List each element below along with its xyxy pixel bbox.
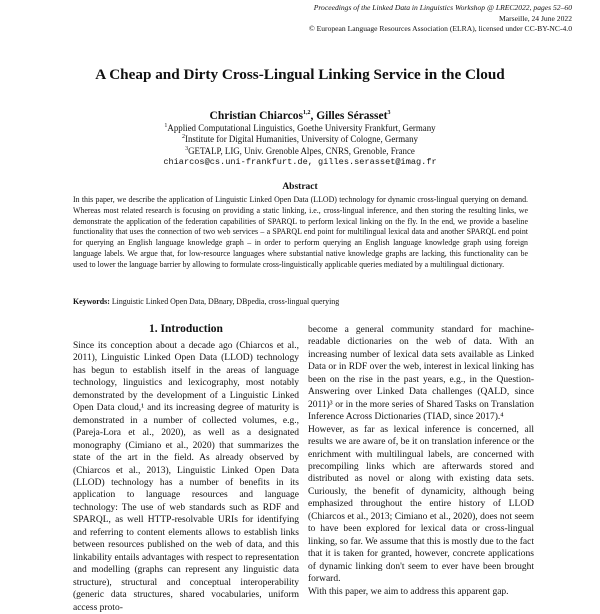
affiliation-sup: 2: [182, 134, 186, 141]
proceedings-line: Proceedings of the Linked Data in Linguistics Workshop @ LREC2022, pages 52–60: [313, 3, 572, 12]
affiliation-text: Institute for Digital Humanities, University of Cologne, Germany: [185, 134, 418, 145]
affiliation-sup: 3: [185, 145, 189, 152]
affiliation-line: [0, 123, 600, 134]
left-column: [73, 340, 299, 614]
author-name: Christian Chiarcos: [209, 110, 303, 122]
abstract-text: In this paper, we describe the application of Linguistic Linked Open Data (LLOD) technology for dynamic cross-lingual querying on demand. Whereas most related research is focusing on providing a static linking, i.e., cross-lingual inference, and then storing the resulting links, we demonstrate the application of the federation capabilities of SPARQL to perform lexical linking on the fly. In the end, we provide a baseline functionality that uses the connection of two web services – a SPARQL end point for multilingual lexical data and another SPARQL end point for querying an English language knowledge graph – in order to perform querying an English language knowledge graph using foreign language labels. We argue that, for low-resource languages where substantial native knowledge graphs are lacking, this functionality can be used to lower the language barrier by allowing to formulate cross-linguistically applicable queries mediated by a multilingual dictionary.: [73, 195, 528, 269]
affiliation-sup: 1: [164, 123, 168, 130]
author-name: Gilles Sérasset: [316, 110, 388, 122]
affiliation-line: [0, 146, 600, 157]
license-line: © European Language Resources Association (ELRA), licensed under CC-BY-NC-4.0: [308, 24, 572, 33]
intro-paragraph: become a general community standard for machine-readable dictionaries on the web of data. With an increasing number of lexical data sets available as Linked Data or in RDF over the web, interest in lexical linking has been on the rise in the past years, e.g., in the Question-Answering over Linked Data challenges (QALD, since 2011)³ or in the more series of Shared Tasks on Translation Inference Across Dictionaries (TIAD, since 2017).⁴: [308, 325, 534, 423]
right-column: [308, 324, 534, 598]
author-separator: ,: [310, 110, 317, 122]
affiliation-text: GETALP, LIG, Univ. Grenoble Alpes, CNRS, Grenoble, France: [188, 145, 415, 156]
keywords-text: Linguistic Linked Open Data, DBnary, DBpedia, cross-lingual querying: [111, 297, 340, 306]
affiliations: [0, 123, 600, 168]
intro-paragraph: However, as far as lexical inference is concerned, all results we are aware of, be it on translation inference or the enrichment with multilingual labels, are concerned with precompiling links which are afterwards stored and distributed as novel or along with existing data sets. Curiously, the benefit of dynamicity, although being emphasized throughout the entire history of LLOD (Chiarcos et al., 2013; Cimiano et al., 2020), does not seem to have been explored for lexical data or cross-lingual linking, so far. We assume that this is mostly due to the fact that it is taken for granted, however, concrete applications of dynamic linking don't seem to ever have been brought forward.: [308, 424, 534, 585]
author-affil-sup: 3: [387, 110, 391, 117]
author-affil-sup: 1,2: [302, 110, 311, 117]
author-line: [0, 110, 600, 122]
abstract-heading: Abstract: [282, 182, 318, 192]
author-emails: chiarcos@cs.uni-frankfurt.de, gilles.serasset@imag.fr: [163, 156, 437, 167]
affiliation-line: [0, 134, 600, 145]
place-date-line: Marseille, 24 June 2022: [499, 13, 572, 23]
intro-paragraph: With this paper, we aim to address this apparent gap.: [308, 586, 509, 597]
section-heading-introduction: 1. Introduction: [149, 323, 223, 335]
paper-title: A Cheap and Dirty Cross-Lingual Linking Service in the Cloud: [95, 66, 505, 83]
page-header: [309, 3, 572, 35]
keywords-label: Keywords:: [73, 297, 110, 306]
affiliation-text: Applied Computational Linguistics, Goethe University Frankfurt, Germany: [167, 123, 436, 133]
intro-paragraph: Since its conception about a decade ago (Chiarcos et al., 2011), Linguistic Linked Open Data (LLOD) technology has begun to establish itself in the areas of language technology, linguistics and lexicography, most notably demonstrated by the development of a Linguistic Linked Open Data cloud,¹ and its increasing degree of maturity is demonstrated in a number of collected volumes, e.g., (Pareja-Lora et al., 2020), as well as a designated monography (Cimiano et al., 2020) that summarizes the state of the art in the field. As already observed by (Chiarcos et al., 2013), Linguistic Linked Open Data (LLOD) technology has a number of benefits in its application to language resources and language technology: The use of web standards such as RDF and SPARQL, as well HTTP-resolvable URIs for identifying and referring to content elements allows to establish links between resources published on the web of data, and this linkability entails advantages with respect to representation and modelling (graphs can represent any linguistic data structure), structural and conceptual interoperability (generic data structures, shared vocabularies, uniform access proto-: [73, 341, 299, 613]
keywords: [73, 297, 528, 308]
